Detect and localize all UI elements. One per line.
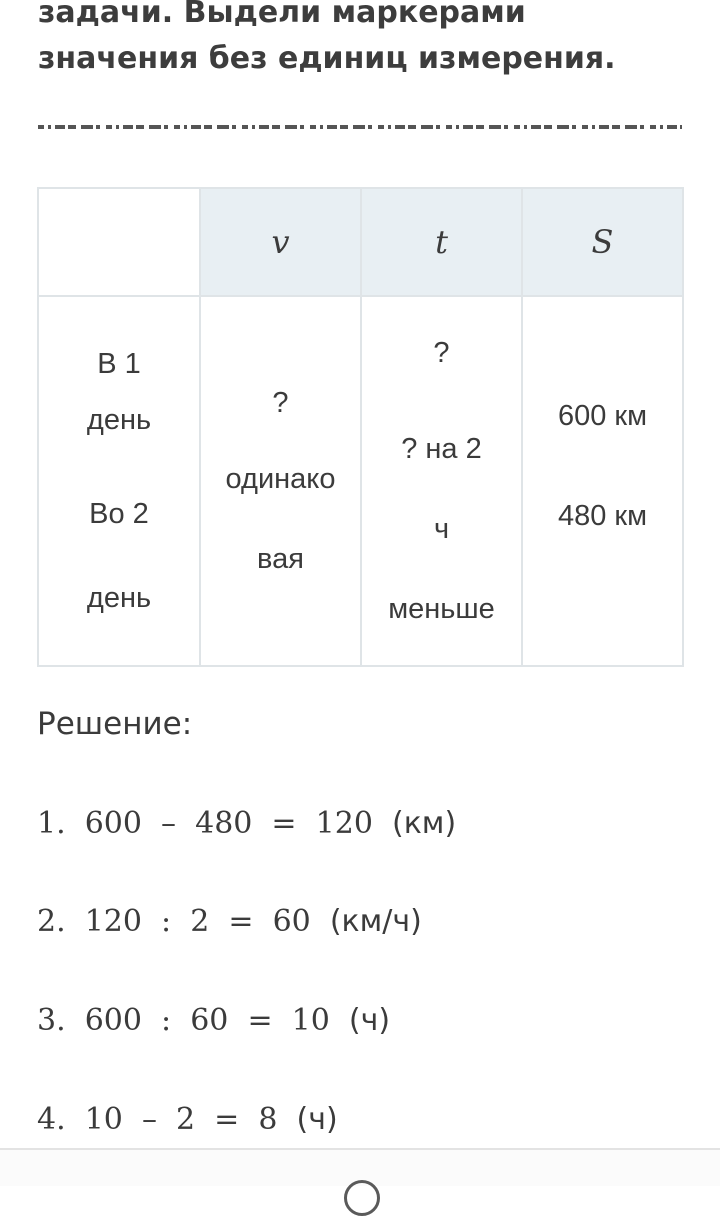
heading-line-1: задачи. Выдели маркерами (38, 0, 526, 30)
v-line-3: вая (257, 543, 304, 575)
s-cell (522, 296, 683, 666)
step-4-unit: (ч) (296, 1102, 338, 1137)
task-heading (38, 0, 698, 82)
solution-step-4 (37, 1102, 338, 1137)
table-header-row (38, 188, 683, 296)
row-label-day2-word: день (86, 582, 152, 614)
s-line-1: 600 км (557, 400, 648, 432)
t-line-2: ? на 2 (401, 433, 482, 465)
header-empty (38, 188, 200, 296)
scroll-indicator-icon[interactable] (344, 1180, 380, 1216)
step-2-unit: (км/ч) (329, 904, 422, 939)
header-s (522, 188, 683, 296)
v-line-2: одинако (225, 463, 336, 495)
header-v-label: v (271, 223, 290, 261)
row-label-day2: Во 2 (89, 498, 149, 530)
s-line-2: 480 км (557, 500, 648, 532)
header-t (361, 188, 522, 296)
step-3-expr: 3. 600 : 60 = 10 (37, 1003, 349, 1038)
header-s-label: S (591, 223, 614, 261)
t-cell (361, 296, 522, 666)
step-1-expr: 1. 600 – 480 = 120 (37, 806, 392, 841)
task-table (37, 187, 684, 667)
step-1-unit: (км) (391, 806, 457, 841)
v-line-1: ? (272, 387, 289, 419)
header-t-label: t (435, 223, 448, 261)
row-label-cell (38, 296, 200, 666)
t-line-4: меньше (388, 593, 495, 625)
row-label-day1: В 1 (97, 348, 141, 380)
bottom-bar (0, 1148, 720, 1186)
v-cell (200, 296, 361, 666)
t-line-3: ч (433, 513, 450, 545)
step-4-expr: 4. 10 – 2 = 8 (37, 1102, 297, 1137)
solution-step-1 (37, 806, 456, 841)
solution-step-3 (37, 1003, 390, 1038)
step-3-unit: (ч) (348, 1003, 391, 1038)
header-v (200, 188, 361, 296)
solution-step-2 (37, 904, 422, 939)
step-2-expr: 2. 120 : 2 = 60 (37, 904, 330, 939)
t-line-1: ? (433, 337, 450, 369)
dashed-divider (38, 124, 682, 130)
row-label-day1-word: день (86, 404, 152, 436)
heading-line-2: значения без единиц измерения. (38, 41, 616, 76)
solution-title: Решение: (37, 706, 193, 742)
table-row (38, 296, 683, 666)
